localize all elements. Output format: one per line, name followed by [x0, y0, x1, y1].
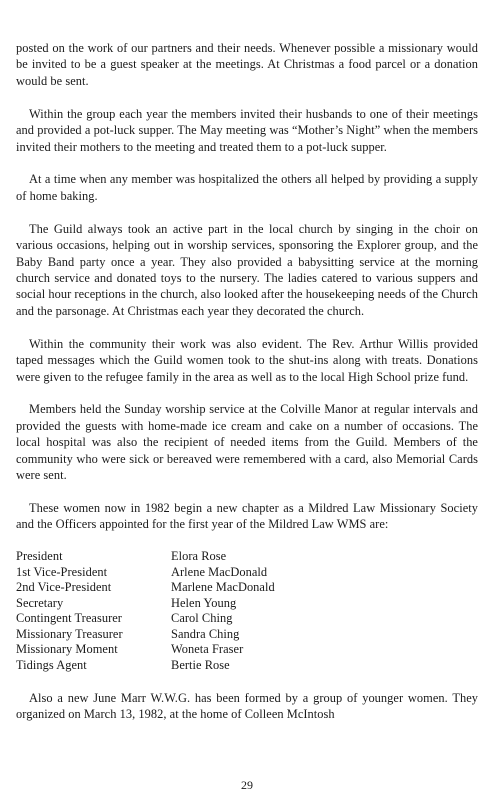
officer-role: Missionary Moment: [16, 642, 118, 657]
paragraph-june-marr-wwg: Also a new June Marr W.W.G. has been formed by a group of younger women. They organized on March 13, 1982, at the home of Colleen McIntosh: [16, 690, 478, 722]
officer-name: Carol Ching: [171, 611, 233, 626]
paragraph-hospitalized-members: At a time when any member was hospitalized the others all helped by providing a supply of home baking.: [16, 172, 478, 203]
officer-name: Arlene MacDonald: [171, 564, 268, 579]
officer-name: Woneta Fraser: [171, 642, 244, 657]
officer-row: [16, 596, 356, 612]
officer-row: [16, 611, 356, 627]
officer-role: Contingent Treasurer: [16, 611, 122, 626]
officer-name: Helen Young: [171, 595, 237, 610]
paragraph-church-activities: The Guild always took an active part in the local church by singing in the choir on various occasions, helping out in worship services, sponsoring the Explorer group, and the Baby Band party once a year. They also provided a babysitting service at the morning church service and donated toys to the nursery. The ladies catered to various suppers and social hour receptions in the church, also looked after the housekeeping needs of the Church and the parsonage. At Christmas each year they decorated the church.: [16, 221, 478, 318]
officer-name: Marlene MacDonald: [171, 580, 275, 595]
officer-role: Tidings Agent: [16, 657, 87, 672]
paragraph-worship-services: Members held the Sunday worship service at the Colville Manor at regular intervals and provided the guests with home-made ice cream and cake on a number of occasions. The local hospital was also the recipient of needed items from the Guild. Members of the community who were sick or bereaved were remembered with a card, also Memorial Cards were sent.: [16, 402, 478, 483]
officer-role: 1st Vice-President: [16, 564, 108, 579]
page-number: 29: [241, 778, 253, 792]
officer-row: [16, 627, 356, 643]
officer-role: Missionary Treasurer: [16, 626, 123, 641]
officers-list: [16, 549, 356, 673]
officer-row: [16, 642, 356, 658]
officer-name: Elora Rose: [171, 549, 227, 564]
officer-row: [16, 658, 356, 674]
officer-role: Secretary: [16, 595, 64, 610]
officer-role: President: [16, 549, 63, 564]
officer-role: 2nd Vice-President: [16, 580, 112, 595]
document-page: [16, 40, 478, 739]
paragraph-pot-luck-suppers: Within the group each year the members invited their husbands to one of their meetings and provided a pot-luck supper. The May meeting was “Mother’s Night” when the members invited their mothers to the meeting and treated them to a pot-luck supper.: [16, 106, 478, 154]
officer-name: Bertie Rose: [171, 657, 230, 672]
officer-row: [16, 549, 356, 565]
officer-row: [16, 580, 356, 596]
paragraph-community-work: Within the community their work was also evident. The Rev. Arthur Willis provided taped messages which the Guild women took to the shut-ins along with treats. Donations were given to the refugee family in the area as well as to the local High School prize fund.: [16, 336, 478, 384]
officer-name: Sandra Ching: [171, 626, 240, 641]
paragraph-missionary-support: posted on the work of our partners and their needs. Whenever possible a missionary would be invited to be a guest speaker at the meetings. At Christmas a food parcel or a donation would be sent.: [16, 41, 478, 88]
officer-row: [16, 565, 356, 581]
paragraph-new-chapter: These women now in 1982 begin a new chapter as a Mildred Law Missionary Society and the Officers appointed for the first year of the Mildred Law WMS are:: [16, 500, 478, 532]
